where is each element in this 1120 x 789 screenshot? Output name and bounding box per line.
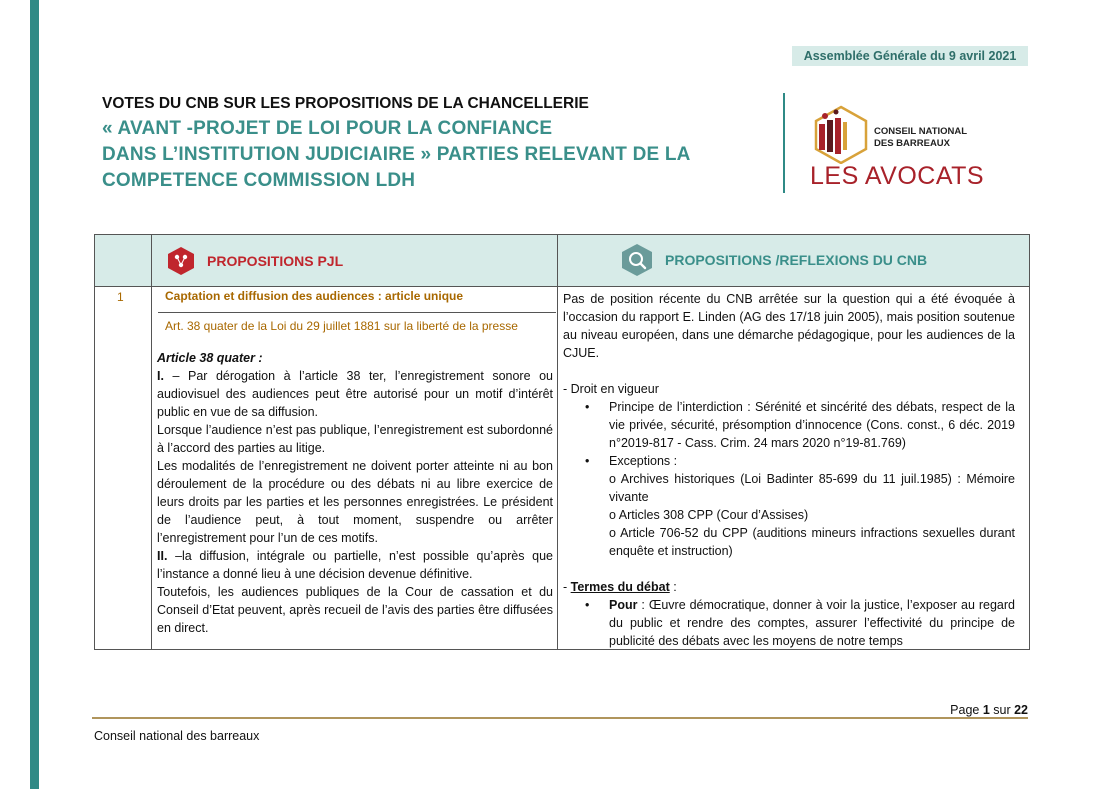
cnb-termes-du-debat: - Termes du débat : [563, 580, 677, 594]
page-number: Page 1 sur 22 [950, 703, 1028, 717]
cnb-droit-en-vigueur: - Droit en vigueur [563, 382, 659, 396]
bullet-icon: • [585, 598, 590, 612]
title-line-3: DANS L’INSTITUTION JUDICIAIRE » PARTIES RELEVANT DE LA [102, 144, 691, 165]
header-propositions-cnb [621, 243, 927, 277]
title-line-1: VOTES DU CNB SUR LES PROPOSITIONS DE LA CHANCELLERIE [102, 95, 589, 112]
article-text [157, 349, 553, 637]
article-paragraph: Lorsque l’audience n’est pas publique, l’enregistrement est subordonné à l’accord des parties au litige. [157, 423, 553, 455]
list-item: • Pour : Œuvre démocratique, donner à voir la justice, l’exposer au regard du public et rendre des comptes, assurer l’effectivité du principe de publicité des débats avec les moyens de notre temps [585, 598, 1015, 648]
sub-list-item: o Article 706-52 du CPP (auditions mineurs infractions sexuelles durant enquête et instruction) [609, 526, 1015, 558]
article-paragraph: Toutefois, les audiences publiques de la Cour de cassation et du Conseil d’Etat peuvent, après recueil de l’avis des parties être diffusées en direct. [157, 585, 553, 635]
propositions-table [94, 234, 1030, 650]
cnb-logo [810, 104, 1000, 194]
list-item: • Principe de l’interdiction : Sérénité et sincérité des débats, respect de la vie privée, sécurité, présomption d’innocence (Cons. const., 6 déc. 2019 n°2019-817 - Cass. Crim. 24 mars 2020 n°19-81.769) [585, 400, 1015, 450]
title-line-2: « AVANT -PROJET DE LOI POUR LA CONFIANCE [102, 118, 553, 139]
bullet-icon: • [585, 400, 590, 414]
assembly-date-badge: Assemblée Générale du 9 avril 2021 [792, 46, 1028, 66]
cnb-reflexions [563, 290, 1015, 650]
topic-separator [158, 312, 556, 313]
column-divider-1 [151, 235, 152, 649]
title-line-4: COMPETENCE COMMISSION LDH [102, 170, 416, 191]
column-divider-2 [557, 235, 558, 649]
sub-list-item: o Archives historiques (Loi Badinter 85-699 du 11 juil.1985) : Mémoire vivante [609, 472, 1015, 504]
cnb-hexagon-icon [810, 104, 872, 164]
article-paragraph: Les modalités de l’enregistrement ne doivent porter atteinte ni au bon déroulement de la procédure ou des débats ni au libre exercice de leurs droits par les parties et les personnes enregistrées. Le président de l’audience peut, à tout moment, suspendre ou arrêter l’enregistrement pour l’un de ces motifs. [157, 459, 553, 545]
row-number: 1 [117, 290, 124, 304]
table-header-row [95, 235, 1029, 287]
sub-list-item: o Articles 308 CPP (Cour d’Assises) [609, 508, 809, 522]
article-paragraph: II. –la diffusion, intégrale ou partielle, n’est possible qu’après que l’instance a donné lieu à une décision devenue définitive. [157, 549, 553, 581]
article-heading: Article 38 quater : [157, 351, 263, 365]
header-label-right: PROPOSITIONS /REFLEXIONS DU CNB [665, 252, 928, 268]
people-network-icon [167, 246, 195, 276]
magnifier-icon [621, 243, 653, 277]
header-label-left: PROPOSITIONS PJL [207, 253, 344, 269]
footer-organization: Conseil national des barreaux [94, 729, 260, 743]
logo-brand: LES AVOCATS [810, 162, 985, 190]
header-propositions-pjl [167, 245, 343, 277]
footer-rule [92, 717, 1028, 719]
cnb-intro: Pas de position récente du CNB arrêtée sur la question qui a été évoquée à l’occasion du rapport E. Linden (AG des 17/18 juin 2005), mais position soutenue au niveau européen, dans une démarche pédagogique, pour les audiences de la CJUE. [563, 292, 1015, 360]
topic-title: Captation et diffusion des audiences : article unique [165, 289, 464, 303]
header-divider [783, 93, 785, 193]
left-accent-bar [30, 0, 39, 789]
bullet-icon: • [585, 454, 590, 468]
logo-text: CONSEIL NATIONAL DES BARREAUX [874, 126, 968, 149]
article-paragraph: I. – Par dérogation à l’article 38 ter, l’enregistrement sonore ou audiovisuel des audiences peut être autorisé pour un motif d’intérêt public en vue de sa diffusion. [157, 369, 553, 419]
document-title [102, 95, 762, 194]
topic-subtitle: Art. 38 quater de la Loi du 29 juillet 1881 sur la liberté de la presse [165, 319, 518, 333]
list-item: • Exceptions : [585, 454, 678, 468]
